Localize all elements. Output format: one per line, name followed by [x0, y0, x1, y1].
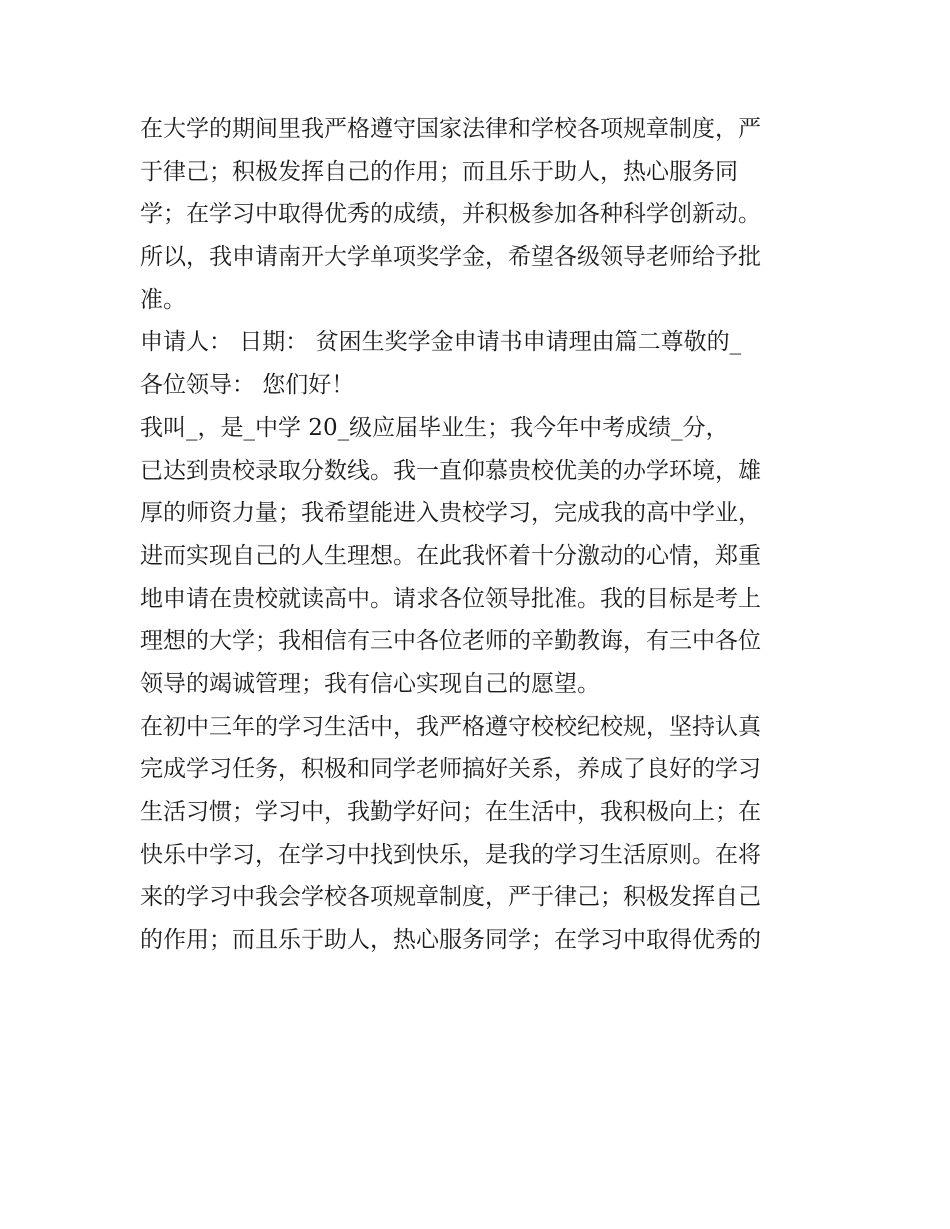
- text-line: 申请人： 日期： 贫困生奖学金申请书申请理由篇二尊敬的_: [140, 329, 742, 356]
- text-line: 生活习惯；学习中，我勤学好问；在生活中，我积极向上；在: [140, 799, 761, 825]
- text-line: 快乐中学习，在学习中找到快乐，是我的学习生活原则。在将: [140, 841, 761, 868]
- text-line: 我叫_，是_中学 20_级应届毕业生；我今年中考成绩_分，: [140, 414, 729, 441]
- text-line: 完成学习任务，积极和同学老师搞好关系，养成了良好的学习: [140, 756, 761, 783]
- text-line: 地申请在贵校就读高中。请求各位领导批准。我的目标是考上: [140, 585, 761, 612]
- text-line: 学；在学习中取得优秀的成绩，并积极参加各种科学创新动。: [140, 201, 761, 228]
- text-line: 理想的大学；我相信有三中各位老师的辛勤教诲，有三中各位: [140, 628, 761, 655]
- text-line: 进而实现自己的人生理想。在此我怀着十分激动的心情，郑重: [140, 542, 761, 569]
- text-line: 在初中三年的学习生活中，我严格遵守校校纪校规，坚持认真: [140, 713, 761, 740]
- text-line: 来的学习中我会学校各项规章制度，严于律己；积极发挥自己: [140, 884, 761, 911]
- text-line: 各位领导： 您们好！: [140, 372, 355, 399]
- text-line: 领导的竭诚管理；我有信心实现自己的愿望。: [140, 670, 600, 697]
- text-line: 已达到贵校录取分数线。我一直仰慕贵校优美的办学环境，雄: [140, 457, 761, 484]
- text-line: 所以，我申请南开大学单项奖学金，希望各级领导老师给予批: [140, 244, 761, 271]
- text-line: 准。: [140, 286, 186, 313]
- document-body: [140, 108, 820, 962]
- text-line: 厚的师资力量；我希望能进入贵校学习，完成我的高中学业，: [140, 500, 761, 527]
- text-line: 于律己；积极发挥自己的作用；而且乐于助人，热心服务同: [140, 158, 738, 185]
- text-line: 的作用；而且乐于助人，热心服务同学；在学习中取得优秀的: [140, 927, 761, 954]
- text-line: 在大学的期间里我严格遵守国家法律和学校各项规章制度，严: [140, 116, 761, 142]
